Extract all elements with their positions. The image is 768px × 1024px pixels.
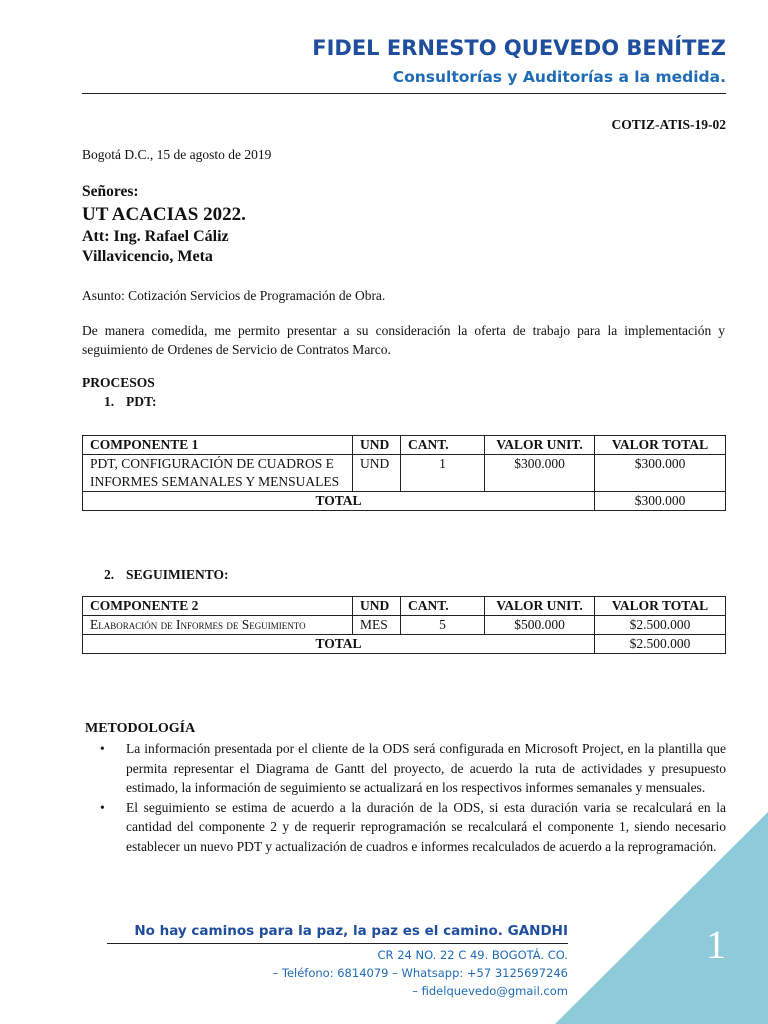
table-cell: 1 [401, 455, 485, 492]
process-label: SEGUIMIENTO: [126, 567, 229, 582]
column-header: COMPONENTE 1 [83, 436, 353, 455]
total-value: $2.500.000 [595, 635, 726, 654]
column-header: UND [353, 597, 401, 616]
footer-email[interactable]: – fidelquevedo@gmail.com [412, 984, 568, 998]
footer-address: CR 24 NO. 22 C 49. BOGOTÁ. CO. [377, 948, 568, 962]
process-label: PDT: [126, 394, 157, 409]
letterhead-name: FIDEL ERNESTO QUEVEDO BENÍTEZ [312, 36, 726, 60]
recipient-company: UT ACACIAS 2022. [82, 204, 246, 225]
column-header: VALOR TOTAL [595, 597, 726, 616]
list-item-text: La información presentada por el cliente de la ODS será configurada en Microsoft Project, en la plantilla que permita representar el Diagrama de Gantt del proyecto, de acuerdo la ruta de actividades y presupuesto estimado, la información de seguimiento se actualizará en los respectivos informes semanales y mensuales. [126, 741, 726, 795]
table-cell: Elaboración de Informes de Seguimiento [83, 616, 353, 635]
footer-quote: No hay caminos para la paz, la paz es el camino. GANDHI [134, 923, 568, 939]
process-number: 1. [104, 394, 115, 409]
table-cell: $500.000 [485, 616, 595, 635]
total-value: $300.000 [595, 492, 726, 511]
footer-divider [107, 943, 568, 944]
total-label: TOTAL [83, 635, 595, 654]
column-header: CANT. [401, 597, 485, 616]
quote-reference-code: COTIZ-ATIS-19-02 [611, 117, 726, 132]
letterhead-tagline: Consultorías y Auditorías a la medida. [392, 68, 726, 86]
processes-heading: PROCESOS [82, 375, 155, 390]
table-cell: $300.000 [595, 455, 726, 492]
methodology-heading: METODOLOGÍA [85, 721, 196, 736]
table-cell: $2.500.000 [595, 616, 726, 635]
salutation: Señores: [82, 183, 139, 200]
table-cell: MES [353, 616, 401, 635]
table-cell: PDT, CONFIGURACIÓN DE CUADROS E INFORMES SEMANALES Y MENSUALES [83, 455, 353, 492]
footer-phones: – Teléfono: 6814079 – Whatsapp: +57 3125697246 [272, 966, 568, 980]
column-header: VALOR UNIT. [485, 436, 595, 455]
column-header: COMPONENTE 2 [83, 597, 353, 616]
column-header: VALOR UNIT. [485, 597, 595, 616]
column-header: CANT. [401, 436, 485, 455]
recipient-city: Villavicencio, Meta [82, 248, 213, 265]
subject-line: Asunto: Cotización Servicios de Programación de Obra. [82, 288, 386, 303]
bullet-icon: • [100, 741, 105, 756]
list-item-text: El seguimiento se estima de acuerdo a la duración de la ODS, si esta duración varia se recalculará en la cantidad del componente 2 y de requerir reprogramación se recalculará el componente 1, siendo necesario establecer un nuevo PDT y actualización de cuadros e informes recalculados de acuerdo a la reprogramación. [126, 799, 726, 854]
date-line: Bogotá D.C., 15 de agosto de 2019 [82, 147, 272, 162]
process-number: 2. [104, 567, 115, 582]
page-number: 1 [706, 922, 726, 967]
table-cell: 5 [401, 616, 485, 635]
column-header: VALOR TOTAL [595, 436, 726, 455]
recipient-attention: Att: Ing. Rafael Cáliz [82, 228, 229, 245]
bullet-icon: • [100, 799, 105, 815]
total-label: TOTAL [83, 492, 595, 511]
table-cell: $300.000 [485, 455, 595, 492]
intro-paragraph: De manera comedida, me permito presentar a su consideración la oferta de trabajo para la implementación y seguimiento de Ordenes de Servicio de Contratos Marco. [82, 323, 725, 357]
column-header: UND [353, 436, 401, 455]
table-cell: UND [353, 455, 401, 492]
